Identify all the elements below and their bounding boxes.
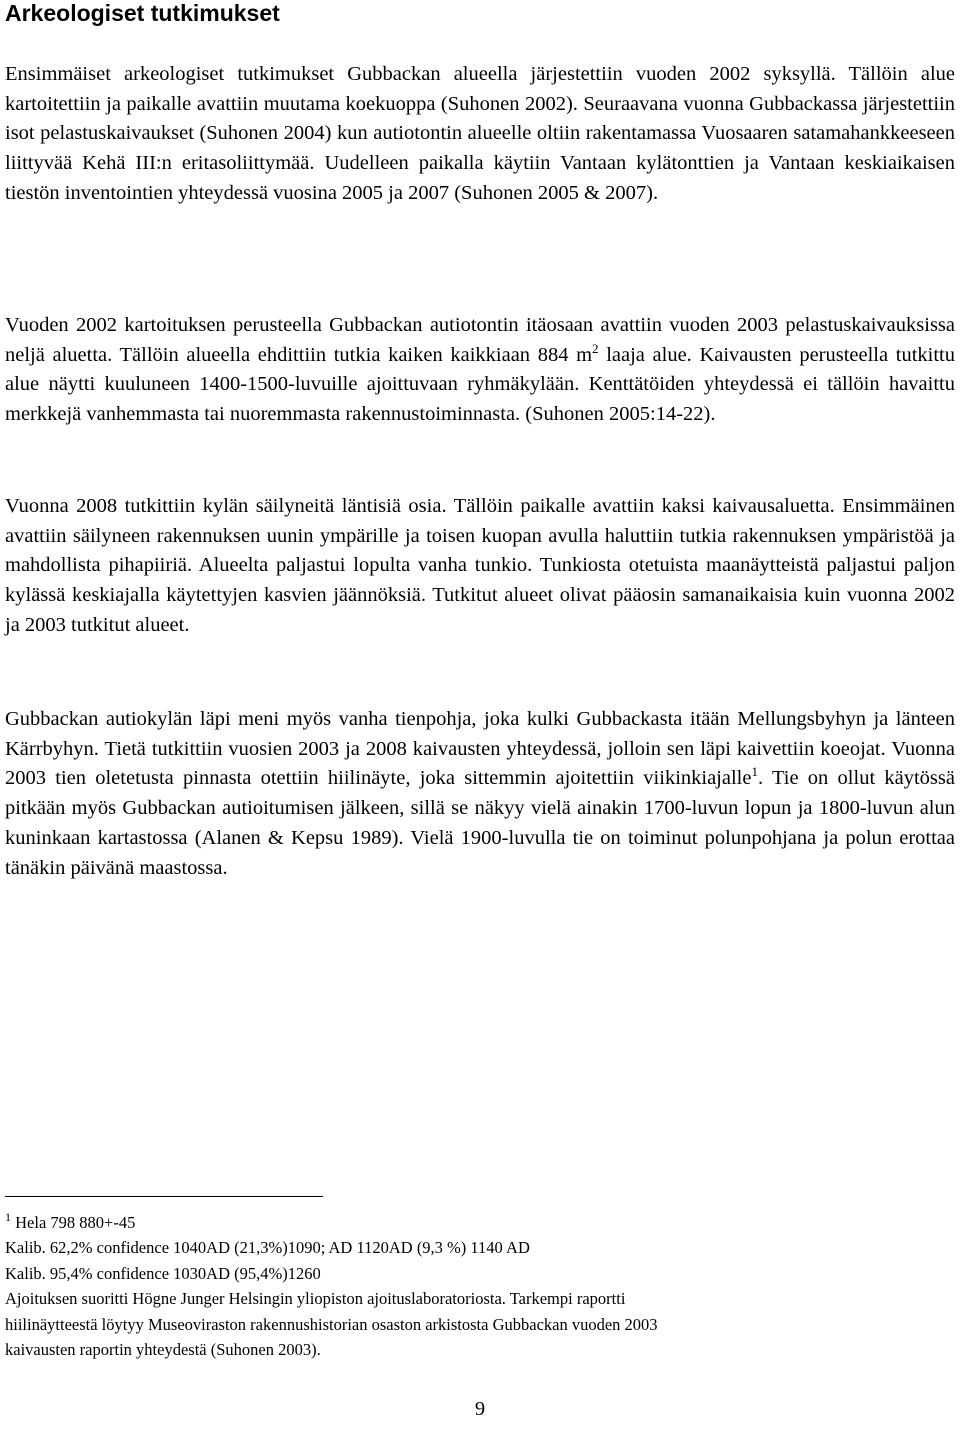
- page-number: 9: [474, 1398, 486, 1420]
- section-heading: Arkeologiset tutkimukset: [5, 0, 280, 26]
- footnote-line: kaivausten raportin yhteydestä (Suhonen 2003).: [5, 1340, 321, 1360]
- paragraph-text-after: laaja alue. Kaivausten perusteella tutkittu alue näytti kuuluneen 1400-1500-luvuille ajoittuvaan ryhmäkylään. Kenttätöiden yhteydessä ei tällöin havaittu merkkejä vanhemmasta tai nuoremmasta rakennustoiminnasta. (Suhonen 2005:14-22).: [5, 343, 955, 426]
- paragraph-text: Vuonna 2008 tutkittiin kylän säilyneitä läntisiä osia. Tällöin paikalle avattiin kaksi kaivausaluetta. Ensimmäinen avattiin säilyneen rakennuksen uunin ympärille ja toisen kuopan avulla haluttiin tutkia rakennuksen ympäristöä ja mahdollista pihapiiriä. Alueelta paljastui lopulta vanha tunkio. Tunkiosta otetuista maanäytteistä paljastui paljon kylässä keskiajalla käytettyjen kasvien jäännöksiä. Tutkitut alueet olivat pääosin samanaikaisia kuin vuonna 2002 ja 2003 tutkitut alueet.: [5, 495, 955, 636]
- footnote-line: Ajoituksen suoritti Högne Junger Helsingin yliopiston ajoituslaboratoriosta. Tarkempi raportti: [5, 1289, 626, 1309]
- footnote-line-text: Hela 798 880+-45: [11, 1213, 136, 1232]
- paragraph-text-before: Gubbackan autiokylän läpi meni myös vanha tienpohja, joka kulki Gubbackasta itään Mellungsbyhyn ja länteen Kärrbyhyn. Tietä tutkittiin vuosien 2003 ja 2008 kaivausten yhteydessä, jolloin sen läpi kaivettiin koeojat. Vuonna 2003 tien oletetusta pinnasta otettiin hiilinäyte, joka sittemmin ajoitettiin viikinkiajalle: [5, 708, 955, 790]
- footnote-line: [5, 1210, 955, 1235]
- paragraph-text-after: . Tie on ollut käytössä pitkään myös Gubbackan autioitumisen jälkeen, sillä se näkyy vielä ainakin 1700-luvun lopun ja 1800-luvun alun kuninkaan kartastossa (Alanen & Kepsu 1989). Vielä 1900-luvulla tie on toiminut polunpohjana ja polun erottaa tänäkin päivänä maastossa.: [5, 767, 955, 879]
- footnote-line: hiilinäytteestä löytyy Museoviraston rakennushistorian osaston arkistosta Gubbackan vuoden 2003: [5, 1314, 658, 1334]
- footnote-line: Kalib. 62,2% confidence 1040AD (21,3%)1090; AD 1120AD (9,3 %) 1140 AD: [5, 1238, 530, 1258]
- footnote-block: [5, 1210, 955, 1362]
- paragraph-text-before: Vuoden 2002 kartoituksen perusteella Gubbackan autiotontin itäosaan avattiin vuoden 2003 pelastuskaivauksissa neljä aluetta. Tällöin alueella ehdittiin tutkia kaiken kaikkiaan 884 m: [5, 314, 955, 366]
- footnote-marker: 1: [5, 1210, 11, 1224]
- paragraph-2008-excavations: [5, 492, 955, 641]
- paragraph-text: Ensimmäiset arkeologiset tutkimukset Gubbackan alueella järjestettiin vuoden 2002 syksyllä. Tällöin alue kartoitettiin ja paikalle avattiin muutama koekuoppa (Suhonen 2002). Seuraavana vuonna Gubbackassa järjestettiin isot pelastuskaivaukset (Suhonen 2004) kun autiotontin alueelle oltiin rakentamassa Vuosaaren satamahankkeeseen liittyvää Kehä III:n eritasoliittymää. Uudelleen paikalla käytiin Vantaan kylätonttien ja Vantaan keskiaikaisen tiestön inventointien yhteydessä vuosina 2005 ja 2007 (Suhonen 2005 & 2007).: [5, 63, 955, 204]
- paragraph-old-road: [5, 705, 955, 883]
- paragraph-2003-excavations: [5, 311, 955, 430]
- paragraph-excavation-history: [5, 60, 955, 209]
- superscript-squared: 2: [592, 340, 599, 356]
- footnote-line: Kalib. 95,4% confidence 1030AD (95,4%)1260: [5, 1263, 321, 1283]
- document-page: [5, 0, 955, 1444]
- footnote-reference[interactable]: 1: [751, 764, 758, 780]
- footnote-separator: [5, 1196, 323, 1197]
